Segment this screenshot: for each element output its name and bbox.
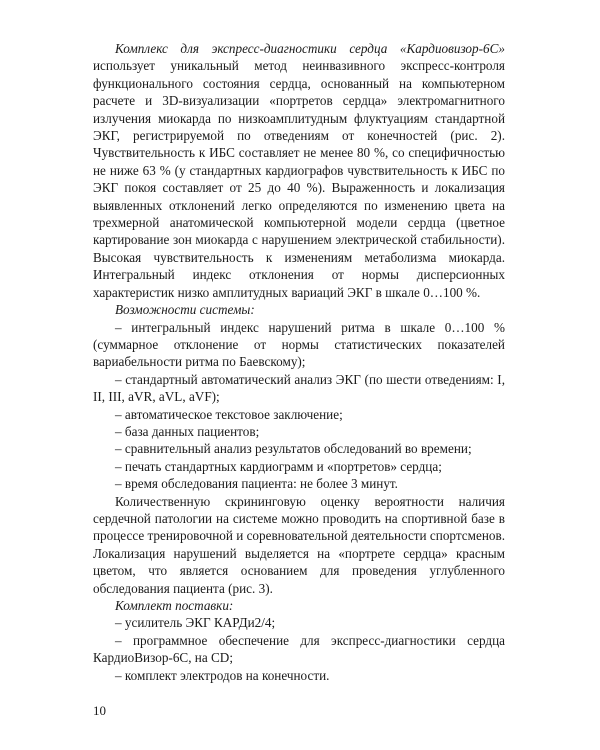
list-item: – время обследования пациента: не более 3 минут. bbox=[115, 476, 398, 492]
delivery-heading: Комплект поставки: bbox=[115, 598, 234, 613]
intro-text: использует уникальный метод неинвазивного экспресс-контроля функционального состояния сердца, основанный на компьютерном расчете и 3D-визуализации «портретов сердца» электромагнитного излучения миокарда по низкоамплитудным флуктуациям стандартной ЭКГ, регистрируемой по отведениям от конечностей (рис. 2). Чувствительность к ИБС составляет не менее 80 %, со специфичностью не ниже 63 % (у стандартных кардиографов чувствительность к ИБС по ЭКГ покоя составляет от 25 до 40 %). Выраженность и локализация выявленных отклонений легко определяются по изменению цвета на трехмерной анатомической компьютерной модели сердца (цветное картирование зон миокарда с нарушением электрической стабильности). Высокая чувствительность к изменениям метаболизма миокарда. Интегральный индекс отклонения от нормы дисперсионных характеристик низко амплитудных вариаций ЭКГ в шкале 0…100 %. bbox=[93, 58, 505, 300]
list-item: – стандартный автоматический анализ ЭКГ (по шести отведениям: I, II, III, aVR, aVL, aVF); bbox=[93, 371, 505, 405]
capabilities-heading: Возможности системы: bbox=[115, 302, 255, 318]
list-item: – программное обеспечение для экспресс-диагностики сердца КардиоВизор-6С, на CD; bbox=[93, 632, 505, 666]
list-item: – интегральный индекс нарушений ритма в шкале 0…100 % (суммарное отклонение от нормы статистических показателей вариабельности ритма по Баевскому); bbox=[93, 319, 505, 370]
screening-paragraph: Количественную скрининговую оценку вероятности наличия сердечной патологии на системе можно проводить на спортивной базе в процессе тренировочной и соревновательной деятельности спортсменов. Локализация нарушений выделяется на «портрете сердца» красным цветом, что является основанием для проведения углубленного обследования пациента (рис. 3). bbox=[93, 493, 505, 596]
list-item: – печать стандартных кардиограмм и «портретов» сердца; bbox=[115, 458, 442, 474]
list-item: – автоматическое текстовое заключение; bbox=[115, 406, 343, 422]
list-item: – сравнительный анализ результатов обследований во времени; bbox=[115, 441, 472, 457]
page-body bbox=[93, 40, 505, 684]
intro-paragraph bbox=[93, 40, 505, 301]
page-number: 10 bbox=[93, 703, 106, 718]
intro-lead-italic: Комплекс для экспресс-диагностики сердца «Кардиовизор-6С» bbox=[115, 41, 505, 56]
list-item: – база данных пациентов; bbox=[115, 423, 260, 439]
capabilities-list bbox=[93, 319, 505, 493]
list-item: – комплект электродов на конечности. bbox=[115, 667, 330, 683]
delivery-list bbox=[93, 614, 505, 684]
list-item: – усилитель ЭКГ КАРДи2/4; bbox=[115, 615, 276, 631]
